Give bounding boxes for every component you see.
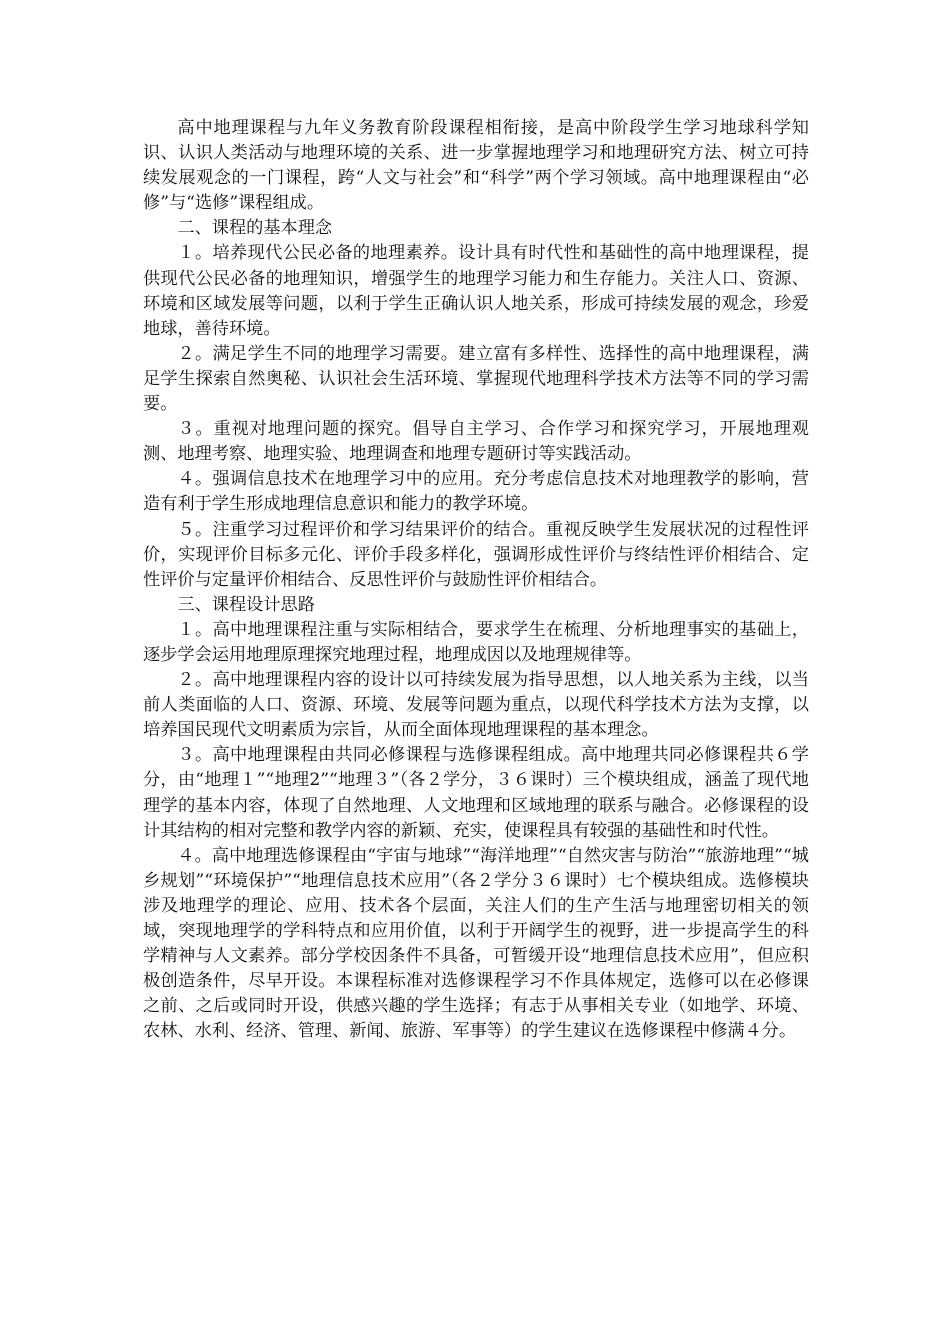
section-heading-design-ideas: 三、课程设计思路: [177, 594, 315, 615]
document-body: [143, 116, 809, 1044]
section-heading-basic-concepts: 二、课程的基本理念: [177, 218, 333, 239]
concept-paragraph-4: ４。强调信息技术在地理学习中的应用。充分考虑信息技术对地理教学的影响，营造有利于学生形成地理信息意识和能力的教学环境。: [143, 469, 809, 515]
design-paragraph-2: ２。高中地理课程内容的设计以可持续发展为指导思想，以人地关系为主线，以当前人类面临的人口、资源、环境、发展等问题为重点，以现代科学技术方法为支撑，以培养国民现代文明素质为宗旨，从而全面体现地理课程的基本理念。: [143, 670, 809, 741]
design-paragraph-4: ４。高中地理选修课程由“宇宙与地球”“海洋地理”“自然灾害与防治”“旅游地理”“城乡规划”“环境保护”“地理信息技术应用”（各２学分３６课时）七个模块组成。选修模块涉及地理学的理论、应用、技术各个层面，关注人们的生产生活与地理密切相关的领域，突现地理学的学科特点和应用价值，以利于开阔学生的视野，进一步提高学生的科学精神与人文素养。部分学校因条件不具备，可暂缓开设“地理信息技术应用”，但应积极创造条件，尽早开设。本课程标准对选修课程学习不作具体规定，选修可以在必修课之前、之后或同时开设，供感兴趣的学生选择；有志于从事相关专业（如地学、环境、农林、水利、经济、管理、新闻、旅游、军事等）的学生建议在选修课程中修满４分。: [143, 845, 809, 1042]
concept-paragraph-5: ５。注重学习过程评价和学习结果评价的结合。重视反映学生发展状况的过程性评价，实现评价目标多元化、评价手段多样化，强调形成性评价与终结性评价相结合、定性评价与定量评价相结合、反思性评价与鼓励性评价相结合。: [143, 519, 809, 590]
design-paragraph-3: ３。高中地理课程由共同必修课程与选修课程组成。高中地理共同必修课程共６学分，由“地理１”“地理2”“地理３”（各２学分，３６课时）三个模块组成，涵盖了现代地理学的基本内容，体现了自然地理、人文地理和区域地理的联系与融合。必修课程的设计其结构的相对完整和教学内容的新颖、充实，使课程具有较强的基础性和时代性。: [143, 745, 809, 841]
intro-paragraph: 高中地理课程与九年义务教育阶段课程相衔接，是高中阶段学生学习地球科学知识、认识人类活动与地理环境的关系、进一步掌握地理学习和地理研究方法、树立可持续发展观念的一门课程，跨“人文与社会”和“科学”两个学习领域。高中地理课程由“必修”与“选修”课程组成。: [143, 118, 809, 214]
design-paragraph-1: １。高中地理课程注重与实际相结合，要求学生在梳理、分析地理事实的基础上，逐步学会运用地理原理探究地理过程，地理成因以及地理规律等。: [143, 619, 809, 665]
concept-paragraph-2: ２。满足学生不同的地理学习需要。建立富有多样性、选择性的高中地理课程，满足学生探索自然奥秘、认识社会生活环境、掌握现代地理科学技术方法等不同的学习需要。: [143, 343, 809, 415]
concept-paragraph-1: １。培养现代公民必备的地理素养。设计具有时代性和基础性的高中地理课程，提供现代公民必备的地理知识，增强学生的地理学习能力和生存能力。关注人口、资源、环境和区域发展等问题，以利于学生正确认识人地关系，形成可持续发展的观念，珍爱地球，善待环境。: [143, 243, 809, 339]
concept-paragraph-3: ３。重视对地理问题的探究。倡导自主学习、合作学习和探究学习，开展地理观测、地理考察、地理实验、地理调查和地理专题研讨等实践活动。: [143, 419, 809, 465]
